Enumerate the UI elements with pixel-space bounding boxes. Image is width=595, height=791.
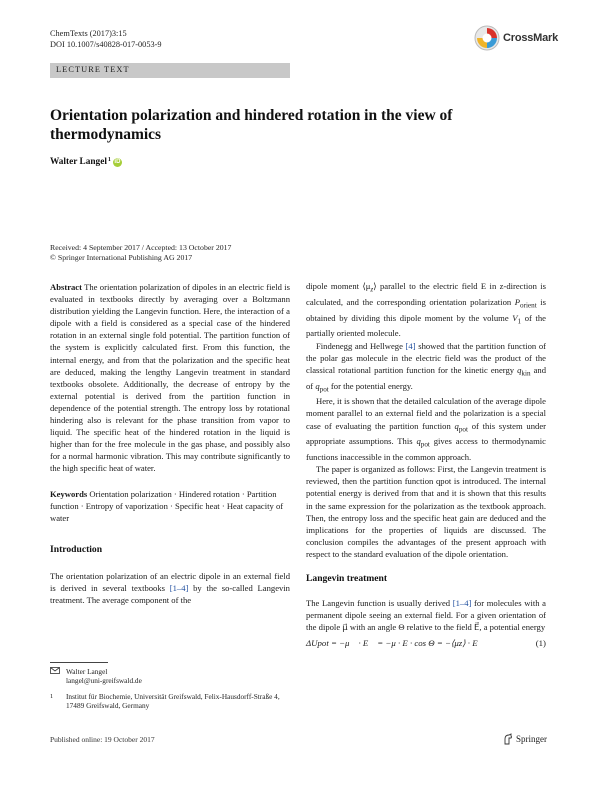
citation-link[interactable]: [4] bbox=[405, 340, 416, 351]
springer-horse-icon bbox=[502, 733, 514, 745]
paragraph-here bbox=[306, 395, 546, 463]
paragraph-langevin bbox=[306, 597, 546, 633]
subscript: pot bbox=[458, 425, 468, 434]
text: Findenegg and Hellwege bbox=[316, 340, 406, 351]
subscript: pot bbox=[420, 441, 430, 450]
affiliation-footnote bbox=[50, 692, 290, 711]
footnotes bbox=[50, 662, 290, 717]
contact-name: Walter Langel bbox=[66, 666, 108, 676]
text: ⟩ parallel to the electric field E in z-direction is calculated, and the corresponding orientation polarization bbox=[306, 281, 546, 307]
intro-text-a: The orientation polarization of an electric dipole in an external field is derived in several textbooks bbox=[50, 570, 290, 593]
footnote-rule bbox=[50, 662, 108, 663]
crossmark-label: CrossMark bbox=[503, 32, 559, 44]
symbol: P bbox=[514, 296, 520, 307]
springer-logo bbox=[502, 733, 547, 745]
text: of this system under appropriate assumptions. This bbox=[306, 420, 546, 447]
paragraph-organization: The paper is organized as follows: First, the Langevin treatment is reviewed, then the partition function qpot is introduced. The internal potential energy is derived from that and it is shown that this results in the same expression for the polarization as the textbook approach. Then, the entropy loss and the specific heat gain are deduced and the implications for the properties of liquids are discussed. The conclusion compiles the advantages of the present approach with respect to the standard evaluation of the dipole orientation. bbox=[306, 464, 546, 559]
symbol: q bbox=[416, 436, 421, 447]
abstract-heading: Abstract bbox=[50, 282, 82, 292]
section-band-label: LECTURE TEXT bbox=[56, 65, 130, 74]
abstract bbox=[50, 281, 290, 475]
received-accepted: Received: 4 September 2017 / Accepted: 13 October 2017 bbox=[50, 243, 232, 252]
article-dates bbox=[50, 243, 231, 263]
orcid-icon[interactable]: iD bbox=[114, 159, 121, 165]
right-column bbox=[306, 280, 546, 649]
langevin-heading: Langevin treatment bbox=[306, 573, 388, 584]
subscript: 1 bbox=[517, 317, 522, 326]
subscript: orient bbox=[519, 301, 537, 310]
article-title: Orientation polarization and hindered rotation in the view of thermodynamics bbox=[50, 107, 453, 143]
affiliation-mark: 1 bbox=[50, 692, 54, 700]
text: is obtained by dividing this dipole moment by the volume bbox=[306, 296, 546, 323]
text: The Langevin function is usually derived bbox=[306, 598, 453, 609]
citation-link[interactable]: [1–4] bbox=[452, 598, 472, 609]
abstract-text: The orientation polarization of dipoles in an electric field is evaluated in textbooks directly by averaging over a Boltzmann distribution yielding the Langevin function. Here, the interaction of a dipole with a field is considered as a special case of the hindered rotation in an external single fold potential. The partition function of the system is explicitly calculated first. From this function, the internal energy, and from that the polarization and the specific heat are deduced, making the lengthy Langevin treatment in standard textbooks obsolete. Additionally, the decrease of entropy by the external potential is derived from the partition function in dependence of the potential strength. The entropy loss by rotational hindering also is relevant for the phase transition from vapor to liquid. The specific heat of the hindered rotation in the liquid is higher than for the free molecule in the gas phase, and possibly also for a normal harmonic vibration. This may contribute significantly to the high specific heat of water. bbox=[50, 282, 290, 474]
author-line bbox=[50, 157, 122, 167]
author-name[interactable]: Walter Langel bbox=[50, 157, 107, 167]
paragraph-findenegg bbox=[306, 340, 546, 396]
doi-line[interactable]: DOI 10.1007/s40828-017-0053-9 bbox=[50, 40, 162, 49]
contact-email[interactable]: langel@uni-greifswald.de bbox=[66, 676, 142, 686]
left-column bbox=[50, 281, 290, 606]
equation-body: ΔUpot = −μ⃗ · E⃗ = −μ · E · cos Θ = −⟨μz⟩ · E bbox=[306, 638, 478, 649]
text: Here, it is shown that the detailed calculation of the average dipole moment parallel to an external field and the polarization is a special case of evaluating the partition function bbox=[306, 396, 546, 431]
text: showed that the partition function of the polar gas molecule in the electric field was the product of the classical rotational partition function for the kinetic energy bbox=[306, 340, 546, 375]
section-band bbox=[50, 63, 290, 78]
corresponding-author bbox=[50, 667, 290, 686]
keywords-text: Orientation polarization · Hindered rotation · Partition function · Entropy of vaporization · Specific heat · Heat capacity of water bbox=[50, 488, 284, 523]
text: dipole moment ⟨μ bbox=[306, 281, 371, 291]
affiliation-text: Institut für Biochemie, Universität Greifswald, Felix-Hausdorff-Straße 4, 17489 Greifswald, Germany bbox=[66, 691, 280, 711]
subscript: kin bbox=[521, 369, 531, 378]
equation-1 bbox=[306, 637, 546, 649]
symbol: V bbox=[512, 312, 518, 323]
citation-link[interactable]: [1–4] bbox=[169, 582, 189, 593]
journal-line: ChemTexts (2017)3:15 bbox=[50, 29, 127, 38]
introduction-paragraph bbox=[50, 570, 290, 606]
crossmark-icon bbox=[474, 25, 500, 51]
keywords-heading: Keywords bbox=[50, 488, 88, 499]
copyright: © Springer International Publishing AG 2017 bbox=[50, 253, 193, 262]
symbol: q bbox=[315, 380, 320, 391]
text: gives access to thermodynamic functions inaccessible in the common approach. bbox=[306, 436, 546, 463]
text: and of bbox=[306, 364, 546, 391]
text: for molecules with a permanent dipole seeing an external field. For a given orientation of the dipole μ⃗ with an angle Θ relative to the field E⃗, a potential energy bbox=[306, 598, 546, 633]
paragraph-dipole bbox=[306, 280, 546, 340]
equation-number: (1) bbox=[535, 638, 546, 649]
introduction-heading: Introduction bbox=[50, 543, 103, 555]
symbol: q bbox=[517, 364, 522, 375]
journal-citation bbox=[50, 28, 162, 50]
published-online: Published online: 19 October 2017 bbox=[50, 735, 155, 744]
author-affiliation-mark: 1 bbox=[107, 157, 111, 163]
symbol: q bbox=[454, 420, 459, 431]
intro-text-b: by the so-called Langevin treatment. The average component of the bbox=[50, 582, 290, 606]
text: for the potential energy. bbox=[328, 380, 413, 391]
springer-label: Springer bbox=[516, 734, 547, 744]
subscript: z bbox=[370, 285, 374, 294]
envelope-icon bbox=[50, 667, 66, 686]
text: of the partially oriented molecule. bbox=[306, 312, 546, 339]
subscript: pot bbox=[319, 385, 329, 394]
keywords bbox=[50, 488, 290, 524]
crossmark-badge[interactable] bbox=[474, 24, 560, 52]
